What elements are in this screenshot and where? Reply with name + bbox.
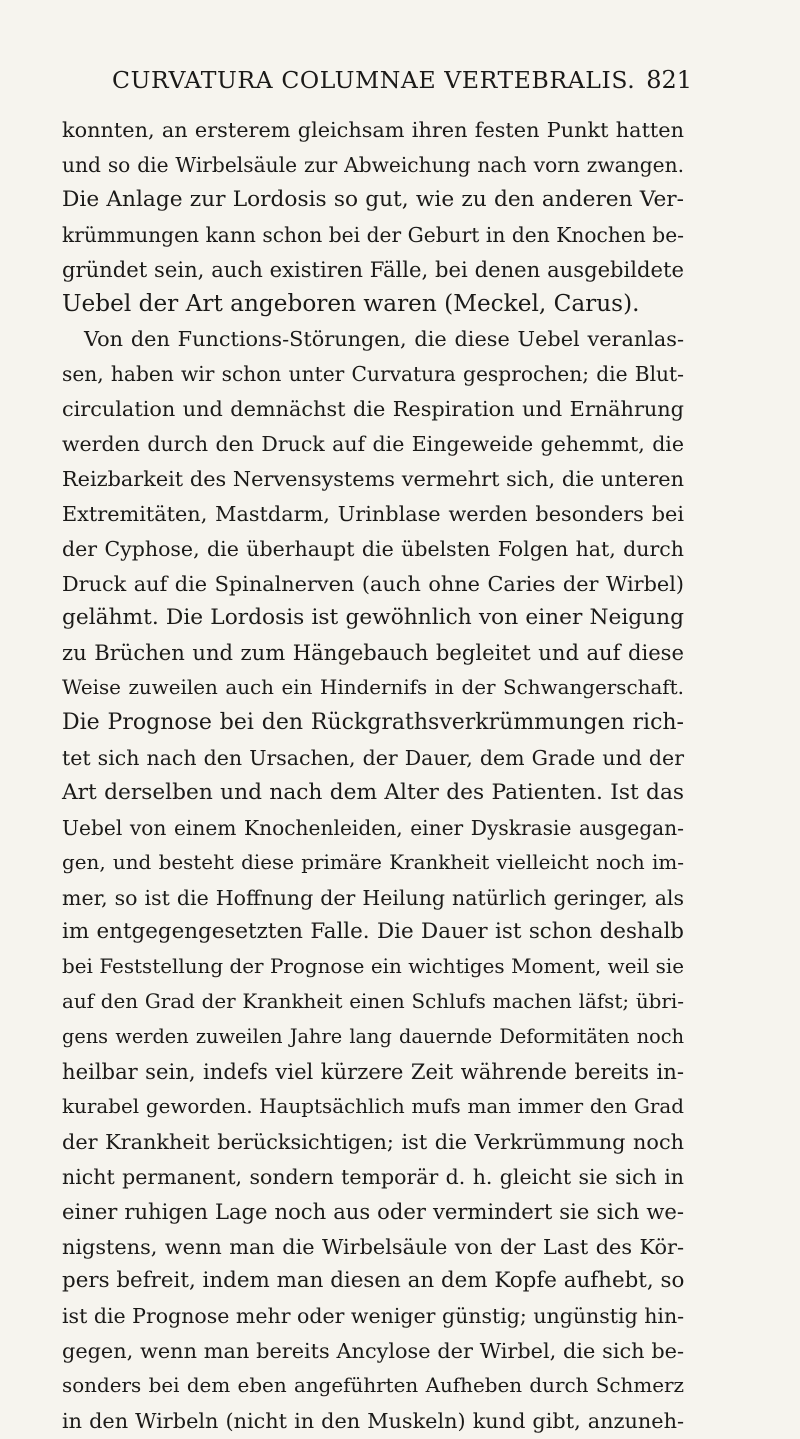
text-line: gelähmt. Die Lordosis ist gewöhnlich von einer Neigung bbox=[62, 605, 684, 631]
text-line: Druck auf die Spinalnerven (auch ohne Caries der Wirbel) bbox=[62, 571, 684, 596]
text-line: der Krankheit berücksichtigen; ist die Verkrümmung noch bbox=[62, 1129, 684, 1154]
running-title: CURVATURA COLUMNAE VERTEBRALIS. bbox=[112, 66, 636, 94]
running-header bbox=[112, 66, 692, 100]
text-line: sen, haben wir schon unter Curvatura gesprochen; die Blut- bbox=[62, 362, 684, 387]
text-line: im entgegengesetzten Falle. Die Dauer ist schon deshalb bbox=[62, 919, 684, 945]
text-line: der Cyphose, die überhaupt die übelsten Folgen hat, durch bbox=[62, 536, 684, 561]
text-line: sonders bei dem eben angeführten Aufheben durch Schmerz bbox=[62, 1374, 684, 1398]
text-line: nicht permanent, sondern temporär d. h. gleicht sie sich in bbox=[62, 1164, 684, 1189]
text-line: krümmungen kann schon bei der Geburt in den Knochen be- bbox=[62, 222, 684, 247]
text-line: Von den Functions-Störungen, die diese Uebel veranlas- bbox=[84, 327, 684, 352]
body-text bbox=[62, 113, 684, 1439]
text-line: Weise zuweilen auch ein Hindernifs in der Schwangerschaft. bbox=[62, 676, 684, 700]
text-line: heilbar sein, indefs viel kürzere Zeit währende bereits in- bbox=[62, 1059, 684, 1085]
text-line: nigstens, wenn man die Wirbelsäule von der Last des Kör- bbox=[62, 1234, 684, 1259]
text-line: tet sich nach den Ursachen, der Dauer, dem Grade und der bbox=[62, 746, 684, 771]
text-line: einer ruhigen Lage noch aus oder vermindert sie sich we- bbox=[62, 1198, 684, 1224]
text-line: Reizbarkeit des Nervensystems vermehrt sich, die unteren bbox=[62, 466, 684, 491]
text-line: circulation und demnächst die Respiration und Ernährung bbox=[62, 397, 684, 422]
text-line: Art derselben und nach dem Alter des Patienten. Ist das bbox=[62, 779, 684, 805]
text-line: Extremitäten, Mastdarm, Urinblase werden besonders bei bbox=[62, 501, 684, 526]
text-line: und so die Wirbelsäule zur Abweichung nach vorn zwangen. bbox=[62, 152, 684, 177]
text-line: gens werden zuweilen Jahre lang dauernde Deformitäten noch bbox=[62, 1025, 684, 1049]
text-line: konnten, an ersterem gleichsam ihren festen Punkt hatten bbox=[62, 118, 684, 142]
text-line: gründet sein, auch existiren Fälle, bei denen ausgebildete bbox=[62, 256, 684, 282]
text-line: zu Brüchen und zum Hängebauch begleitet und auf diese bbox=[62, 640, 684, 666]
text-line: pers befreit, indem man diesen an dem Kopfe aufhebt, so bbox=[62, 1268, 685, 1294]
text-line: gen, und besteht diese primäre Krankheit vielleicht noch im- bbox=[62, 850, 684, 874]
text-line: ist die Prognose mehr oder weniger günstig; ungünstig hin- bbox=[62, 1304, 685, 1329]
text-line: gegen, wenn man bereits Ancylose der Wirbel, die sich be- bbox=[62, 1339, 684, 1364]
page-number: 821 bbox=[646, 66, 692, 94]
text-line: Die Anlage zur Lordosis so gut, wie zu den anderen Ver- bbox=[62, 186, 684, 212]
text-line: Die Prognose bei den Rückgrathsverkrümmungen rich- bbox=[62, 710, 684, 736]
text-line: kurabel geworden. Hauptsächlich mufs man immer den Grad bbox=[62, 1094, 684, 1118]
text-line: Uebel von einem Knochenleiden, einer Dyskrasie ausgegan- bbox=[62, 815, 684, 840]
text-line: in den Wirbeln (nicht in den Muskeln) kund gibt, anzuneh- bbox=[62, 1408, 684, 1433]
text-line: mer, so ist die Hoffnung der Heilung natürlich geringer, als bbox=[62, 885, 684, 910]
text-line: auf den Grad der Krankheit einen Schlufs machen läfst; übri- bbox=[62, 990, 684, 1014]
text-line: werden durch den Druck auf die Eingeweide gehemmt, die bbox=[62, 432, 684, 457]
text-line: bei Feststellung der Prognose ein wichtiges Moment, weil sie bbox=[62, 955, 684, 979]
text-line: Uebel der Art angeboren waren (Meckel, Carus). bbox=[62, 290, 640, 318]
